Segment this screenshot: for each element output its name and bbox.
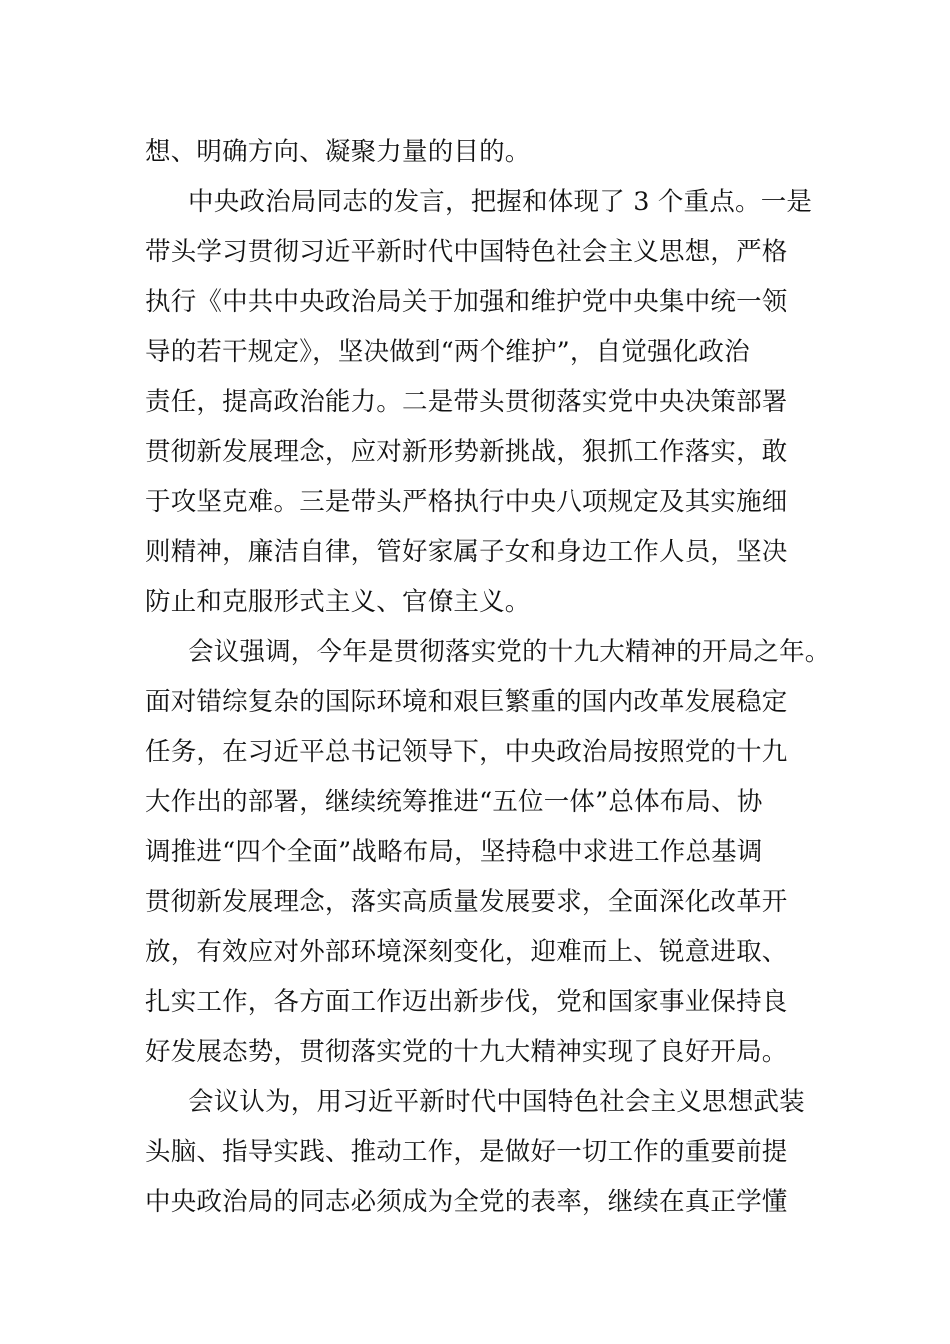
text-line: 导的若干规定》，坚决做到“两个维护”，自觉强化政治 bbox=[145, 337, 750, 367]
paragraph-first-line: 会议强调，今年是贯彻落实党的十九大精神的开局之年。 bbox=[188, 637, 831, 667]
text-line: 想、明确方向、凝聚力量的目的。 bbox=[145, 137, 531, 167]
text-line: 放，有效应对外部环境深刻变化，迎难而上、锐意进取、 bbox=[145, 937, 788, 967]
paragraph-first-line: 中央政治局同志的发言，把握和体现了 3 个重点。一是 bbox=[188, 187, 813, 217]
text-line: 则精神，廉洁自律，管好家属子女和身边工作人员，坚决 bbox=[145, 537, 788, 567]
text-line: 调推进“四个全面”战略布局，坚持稳中求进工作总基调 bbox=[145, 837, 763, 867]
text-line: 头脑、指导实践、推动工作，是做好一切工作的重要前提 bbox=[145, 1137, 788, 1167]
text-line: 好发展态势，贯彻落实党的十九大精神实现了良好开局。 bbox=[145, 1037, 788, 1067]
text-line: 任务，在习近平总书记领导下，中央政治局按照党的十九 bbox=[145, 737, 788, 767]
paragraph-first-line: 会议认为，用习近平新时代中国特色社会主义思想武装 bbox=[188, 1087, 805, 1117]
text-line: 防止和克服形式主义、官僚主义。 bbox=[145, 587, 531, 617]
text-line: 扎实工作，各方面工作迈出新步伐，党和国家事业保持良 bbox=[145, 987, 788, 1017]
text-line: 大作出的部署，继续统筹推进“五位一体”总体布局、协 bbox=[145, 787, 763, 817]
text-line: 面对错综复杂的国际环境和艰巨繁重的国内改革发展稳定 bbox=[145, 687, 788, 717]
text-line: 执行《中共中央政治局关于加强和维护党中央集中统一领 bbox=[145, 287, 788, 317]
text-line: 责任，提高政治能力。二是带头贯彻落实党中央决策部署 bbox=[145, 387, 788, 417]
text-line: 贯彻新发展理念，落实高质量发展要求，全面深化改革开 bbox=[145, 887, 788, 917]
text-line: 中央政治局的同志必须成为全党的表率，继续在真正学懂 bbox=[145, 1187, 788, 1217]
text-line: 带头学习贯彻习近平新时代中国特色社会主义思想，严格 bbox=[145, 237, 788, 267]
text-line: 贯彻新发展理念，应对新形势新挑战，狠抓工作落实，敢 bbox=[145, 437, 788, 467]
text-line: 于攻坚克难。三是带头严格执行中央八项规定及其实施细 bbox=[145, 487, 788, 517]
